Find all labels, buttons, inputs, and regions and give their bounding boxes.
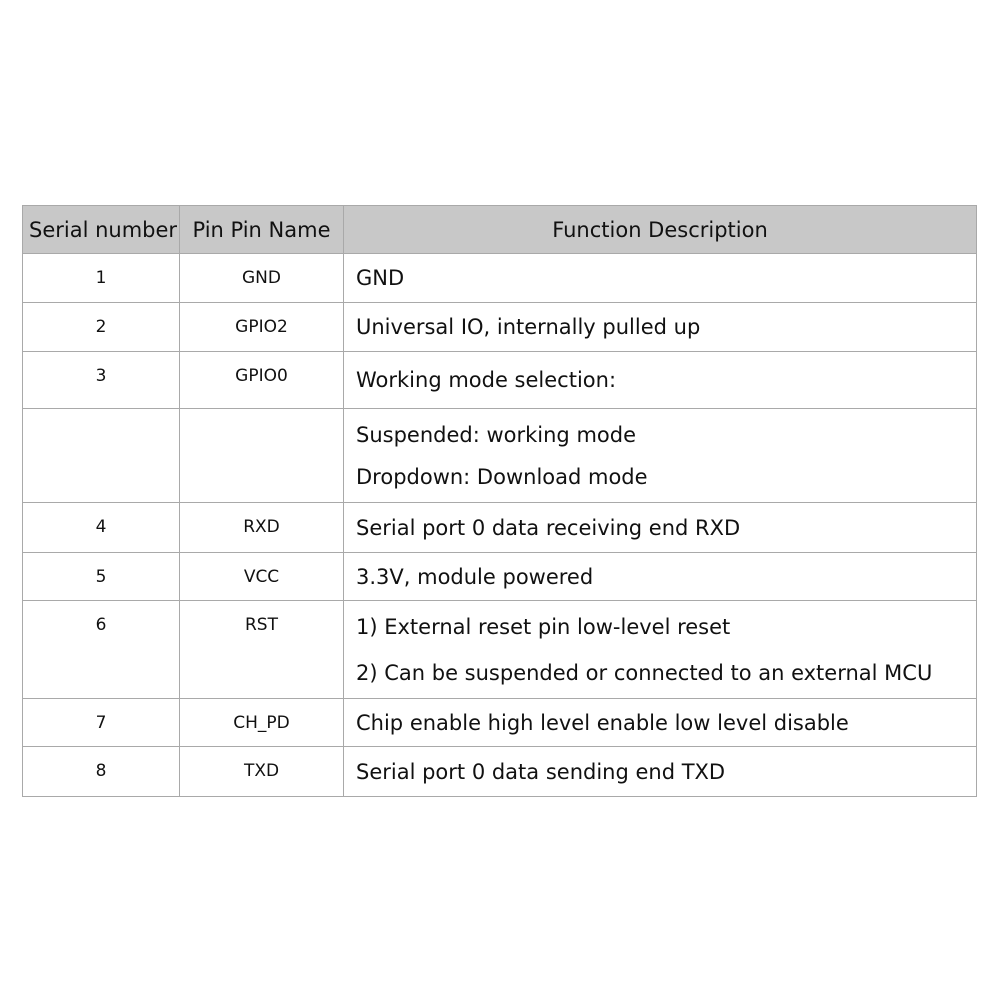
table-row: [23, 747, 977, 797]
function-description-cell: [344, 254, 977, 303]
function-description-cell: [344, 553, 977, 601]
function-description-cell: [344, 601, 977, 699]
table-row: [23, 303, 977, 352]
pin-name-cell: GPIO0: [180, 352, 344, 409]
description-line: Serial port 0 data receiving end RXD: [356, 515, 741, 540]
description-line: 2) Can be suspended or connected to an external MCU: [356, 660, 933, 685]
table-row: [23, 503, 977, 553]
description-line: 3.3V, module powered: [356, 564, 594, 589]
table-row: [23, 409, 977, 503]
description-line: Chip enable high level enable low level disable: [356, 710, 849, 735]
function-description-cell: [344, 699, 977, 747]
serial-number-cell: 7: [23, 699, 180, 747]
pin-function-table: [22, 205, 977, 797]
serial-number-cell: 1: [23, 254, 180, 303]
table-row: [23, 352, 977, 409]
table-row: [23, 553, 977, 601]
pin-name-cell: GPIO2: [180, 303, 344, 352]
description-line: Dropdown: Download mode: [356, 464, 648, 489]
table-header: [23, 206, 977, 254]
pin-name-cell: [180, 409, 344, 503]
function-description-cell: [344, 303, 977, 352]
pin-name-cell: CH_PD: [180, 699, 344, 747]
description-line: 1) External reset pin low-level reset: [356, 614, 731, 639]
header-serial-number: Serial number: [23, 206, 180, 254]
description-line: Suspended: working mode: [356, 422, 636, 447]
pin-name-cell: TXD: [180, 747, 344, 797]
description-line: Serial port 0 data sending end TXD: [356, 759, 726, 784]
header-function-description: Function Description: [344, 206, 977, 254]
serial-number-cell: 3: [23, 352, 180, 409]
pin-name-cell: VCC: [180, 553, 344, 601]
pin-name-cell: RXD: [180, 503, 344, 553]
serial-number-cell: 6: [23, 601, 180, 699]
function-description-cell: [344, 352, 977, 409]
pin-name-cell: RST: [180, 601, 344, 699]
serial-number-cell: 5: [23, 553, 180, 601]
serial-number-cell: 4: [23, 503, 180, 553]
description-line: Universal IO, internally pulled up: [356, 315, 701, 339]
table-row: [23, 601, 977, 699]
pin-name-cell: GND: [180, 254, 344, 303]
header-row: [23, 206, 977, 254]
serial-number-cell: [23, 409, 180, 503]
description-line: GND: [356, 266, 405, 290]
header-pin-name: Pin Pin Name: [180, 206, 344, 254]
table-row: [23, 699, 977, 747]
serial-number-cell: 2: [23, 303, 180, 352]
function-description-cell: [344, 503, 977, 553]
description-line: Working mode selection:: [356, 368, 617, 392]
table-body: [23, 254, 977, 797]
table-row: [23, 254, 977, 303]
function-description-cell: [344, 409, 977, 503]
function-description-cell: [344, 747, 977, 797]
serial-number-cell: 8: [23, 747, 180, 797]
